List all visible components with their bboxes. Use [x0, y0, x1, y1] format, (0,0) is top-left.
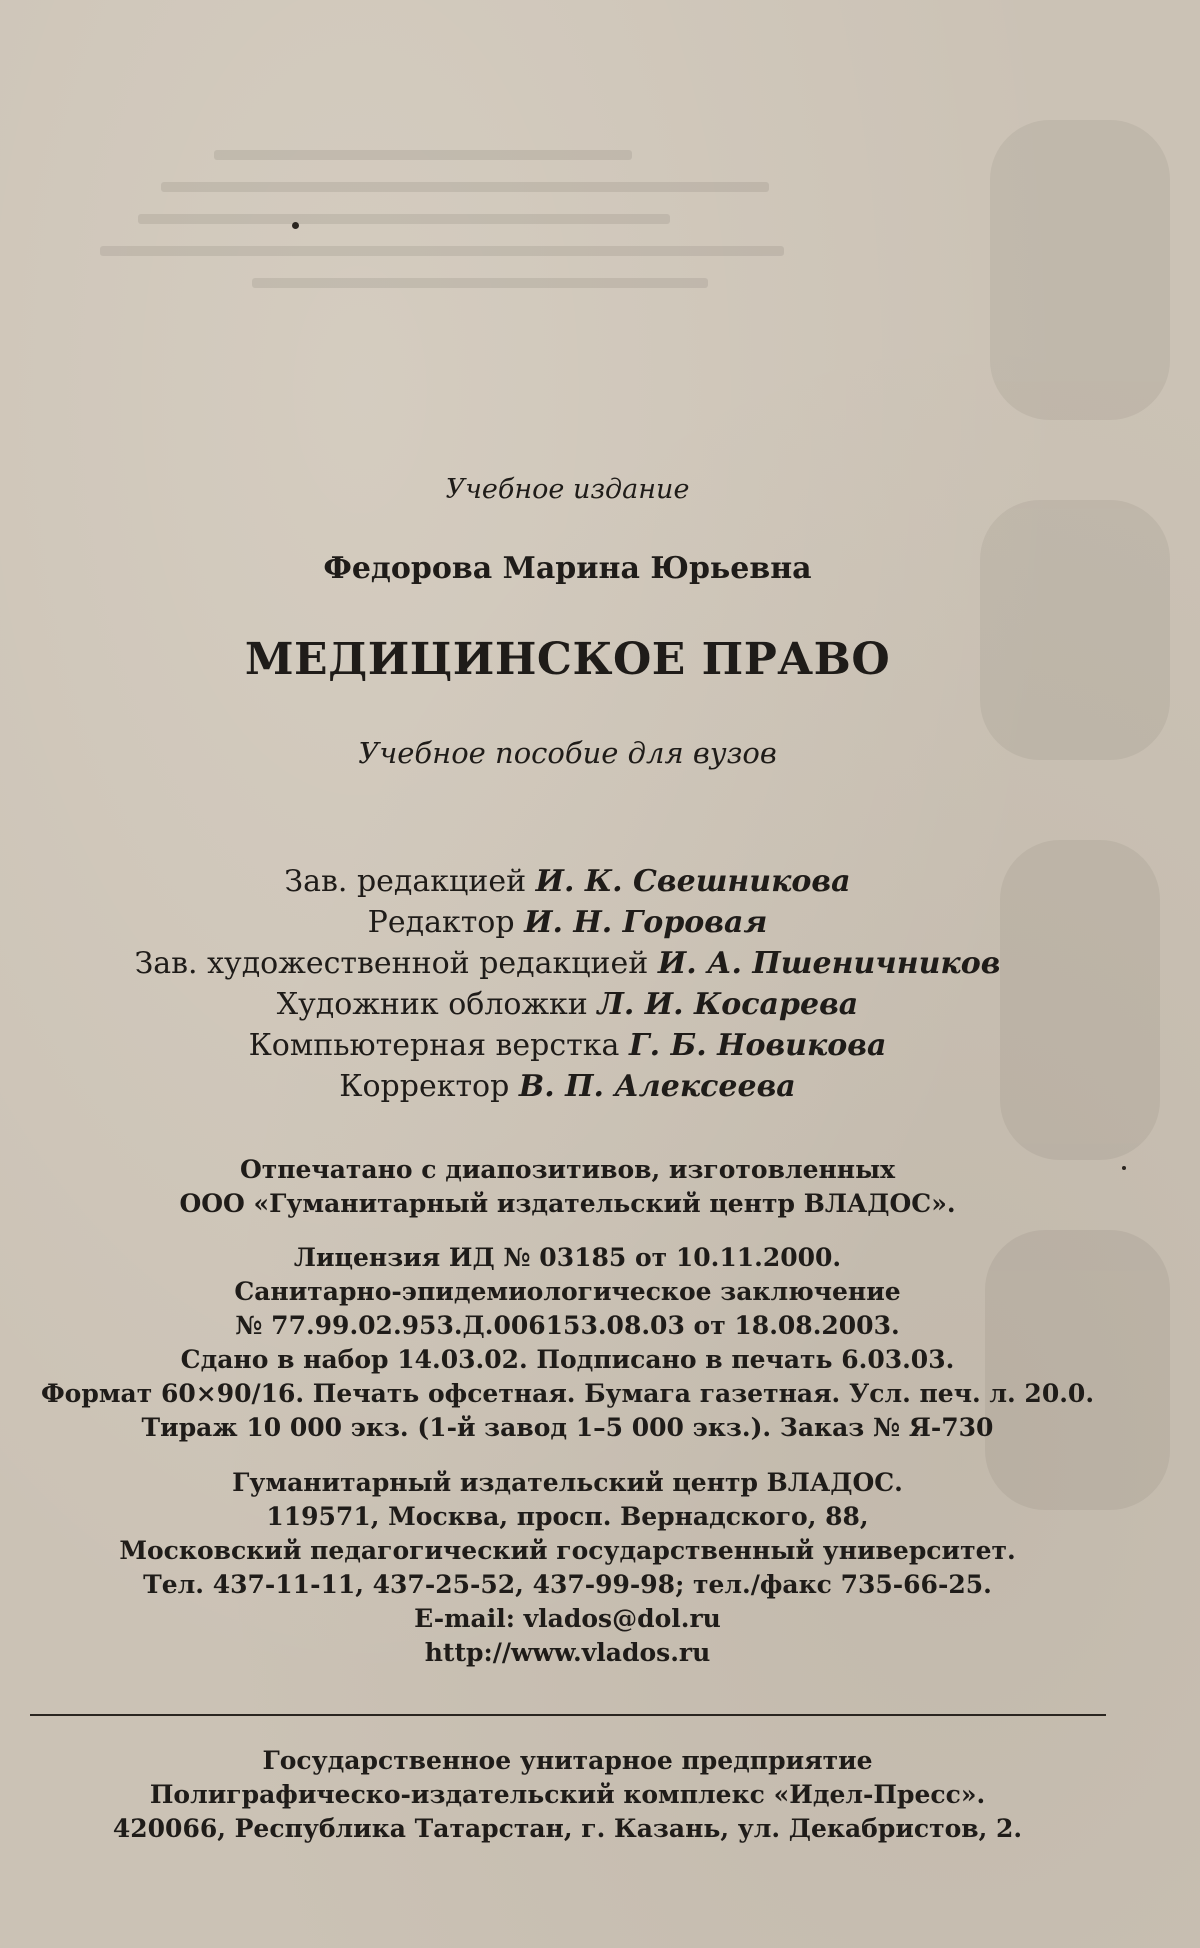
- credit-person: В. П. Алексеева: [518, 1069, 796, 1104]
- printing-note: Отпечатано с диапозитивов, изготовленных: [239, 1155, 896, 1184]
- author-name: Федорова Марина Юрьевна: [323, 551, 812, 586]
- credit-role: Художник обложки: [276, 987, 588, 1022]
- publisher-address: 119571, Москва, просп. Вернадского, 88,: [266, 1502, 869, 1531]
- sanitary-number-line: № 77.99.02.953.Д.006153.08.03 от 18.08.2003.: [235, 1311, 900, 1340]
- credit-role: Редактор: [367, 905, 515, 940]
- publisher-phones: Тел. 437-11-11, 437-25-52, 437-99-98; тел./факс 735-66-25.: [143, 1570, 992, 1599]
- credit-person: И. Н. Горовая: [524, 905, 768, 940]
- credit-role: Зав. художественной редакцией: [134, 946, 649, 981]
- credit-role: Корректор: [339, 1069, 510, 1104]
- credit-line: [0, 1069, 1135, 1104]
- credit-role: Зав. редакцией: [284, 864, 527, 899]
- bleed-through-text: [100, 150, 860, 340]
- divider-rule: [30, 1714, 1106, 1716]
- credit-line: [0, 946, 1135, 981]
- publisher-website: http://www.vlados.ru: [424, 1638, 711, 1667]
- credit-role: Компьютерная верстка: [248, 1028, 620, 1063]
- edition-label: Учебное издание: [445, 474, 690, 505]
- printing-note: ООО «Гуманитарный издательский центр ВЛАДОС».: [179, 1189, 956, 1218]
- credit-person: И. К. Свешникова: [535, 864, 851, 899]
- publisher-university: Московский педагогический государственный университет.: [119, 1536, 1016, 1565]
- book-title: МЕДИЦИНСКОЕ ПРАВО: [244, 634, 891, 685]
- typesetting-dates-line: Сдано в набор 14.03.02. Подписано в печать 6.03.03.: [180, 1345, 955, 1374]
- printer-line: Государственное унитарное предприятие: [262, 1746, 873, 1775]
- printer-line: Полиграфическо-издательский комплекс «Идел-Пресс».: [149, 1780, 986, 1809]
- speck: [292, 222, 299, 229]
- license-line: Лицензия ИД № 03185 от 10.11.2000.: [293, 1243, 842, 1272]
- publisher-name: Гуманитарный издательский центр ВЛАДОС.: [232, 1468, 903, 1497]
- sanitary-conclusion-line: Санитарно-эпидемиологическое заключение: [234, 1277, 901, 1306]
- format-line: Формат 60×90/16. Печать офсетная. Бумага газетная. Усл. печ. л. 20.0.: [40, 1379, 1095, 1408]
- print-run-line: Тираж 10 000 экз. (1-й завод 1–5 000 экз.). Заказ № Я-730: [141, 1413, 994, 1442]
- credit-line: [0, 987, 1135, 1022]
- credit-person: Г. Б. Новикова: [628, 1028, 887, 1063]
- credit-line: [0, 864, 1135, 899]
- credit-person: И. А. Пшеничников: [657, 946, 1001, 981]
- credit-line: [0, 1028, 1135, 1063]
- publisher-email: E-mail: vlados@dol.ru: [414, 1604, 721, 1633]
- credit-line: [0, 905, 1135, 940]
- credit-person: Л. И. Косарева: [597, 987, 859, 1022]
- book-subtitle: Учебное пособие для вузов: [358, 736, 777, 770]
- printer-line: 420066, Республика Татарстан, г. Казань, ул. Декабристов, 2.: [112, 1814, 1023, 1843]
